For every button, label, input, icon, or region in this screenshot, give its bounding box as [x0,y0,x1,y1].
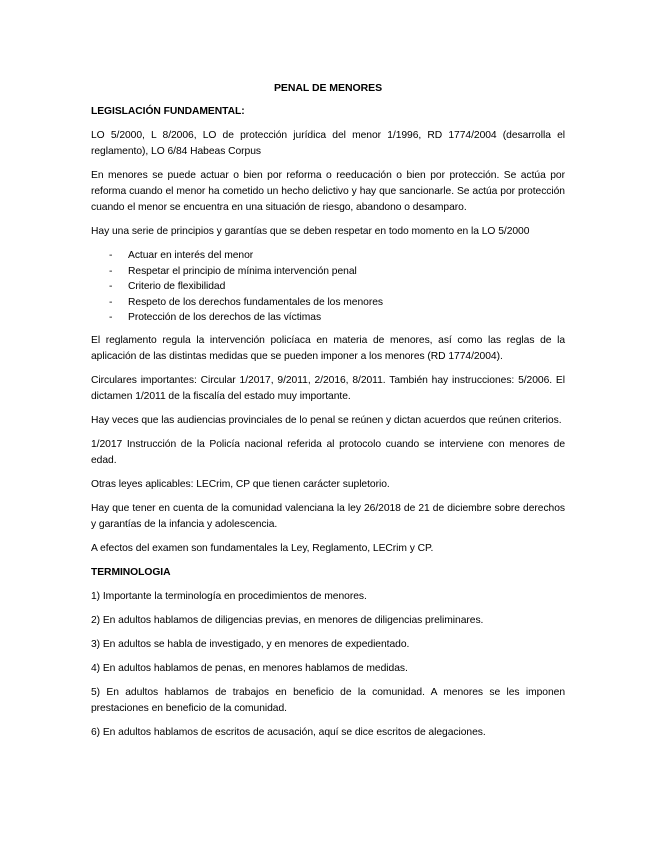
terminologia-item: 1) Importante la terminología en procedimientos de menores. [91,590,367,602]
principios-list [91,248,565,326]
terminologia-item: 2) En adultos hablamos de diligencias previas, en menores de diligencias preliminares. [91,614,484,626]
terminologia-heading: TERMINOLOGIA [91,566,171,578]
list-item: - Protección de los derechos de las víctimas [91,310,565,326]
paragraph-leyes: LO 5/2000, L 8/2006, LO de protección jurídica del menor 1/1996, RD 1774/2004 (desarrolla el reglamento), LO 6/84 Habeas Corpus [91,130,565,157]
paragraph-reforma-proteccion: En menores se puede actuar o bien por reforma o reeducación o bien por protección. Se actúa por reforma cuando el menor ha cometido un hecho delictivo y hay que sancionarle. Se actúa por protección cuando el menor se encuentra en una situación de riesgo, abandono o desamparo. [91,170,565,213]
paragraph-instruccion-policia: 1/2017 Instrucción de la Policía nacional referida al protocolo cuando se interviene con menores de edad. [91,438,565,466]
list-item: - Criterio de flexibilidad [91,279,565,295]
paragraph-audiencias: Hay veces que las audiencias provinciales de lo penal se reúnen y dictan acuerdos que reúnen criterios. [91,414,562,426]
legislacion-heading: LEGISLACIÓN FUNDAMENTAL: [91,106,245,117]
terminologia-item: 6) En adultos hablamos de escritos de acusación, aquí se dice escritos de alegaciones. [91,726,486,738]
paragraph-principios-intro: Hay una serie de principios y garantías que se deben respetar en todo momento en la LO 5/2000 [91,226,530,237]
paragraph-circulares: Circulares importantes: Circular 1/2017, 9/2011, 2/2016, 8/2011. También hay instrucciones: 5/2006. El dictamen 1/2011 de la fiscalía del estado muy importante. [91,374,565,402]
list-item: - Respeto de los derechos fundamentales de los menores [91,295,565,311]
terminologia-item: 5) En adultos hablamos de trabajos en beneficio de la comunidad. A menores se les imponen prestaciones en beneficio de la comunidad. [91,686,565,714]
document-page [91,80,565,749]
paragraph-examen: A efectos del examen son fundamentales la Ley, Reglamento, LECrim y CP. [91,542,434,554]
terminologia-item: 4) En adultos hablamos de penas, en menores hablamos de medidas. [91,662,408,674]
document-title: PENAL DE MENORES [273,82,383,94]
paragraph-otras-leyes: Otras leyes aplicables: LECrim, CP que tienen carácter supletorio. [91,478,390,490]
list-item: - Actuar en interés del menor [91,248,565,264]
paragraph-reglamento: El reglamento regula la intervención policíaca en materia de menores, así como las reglas de la aplicación de las distintas medidas que se pueden imponer a los menores (RD 1774/2004). [91,334,565,362]
terminologia-item: 3) En adultos se habla de investigado, y en menores de expedientado. [91,638,410,650]
list-item: - Respetar el principio de mínima intervención penal [91,264,565,280]
paragraph-comunidad-valenciana: Hay que tener en cuenta de la comunidad valenciana la ley 26/2018 de 21 de diciembre sobre derechos y garantías de la infancia y adolescencia. [91,502,565,530]
